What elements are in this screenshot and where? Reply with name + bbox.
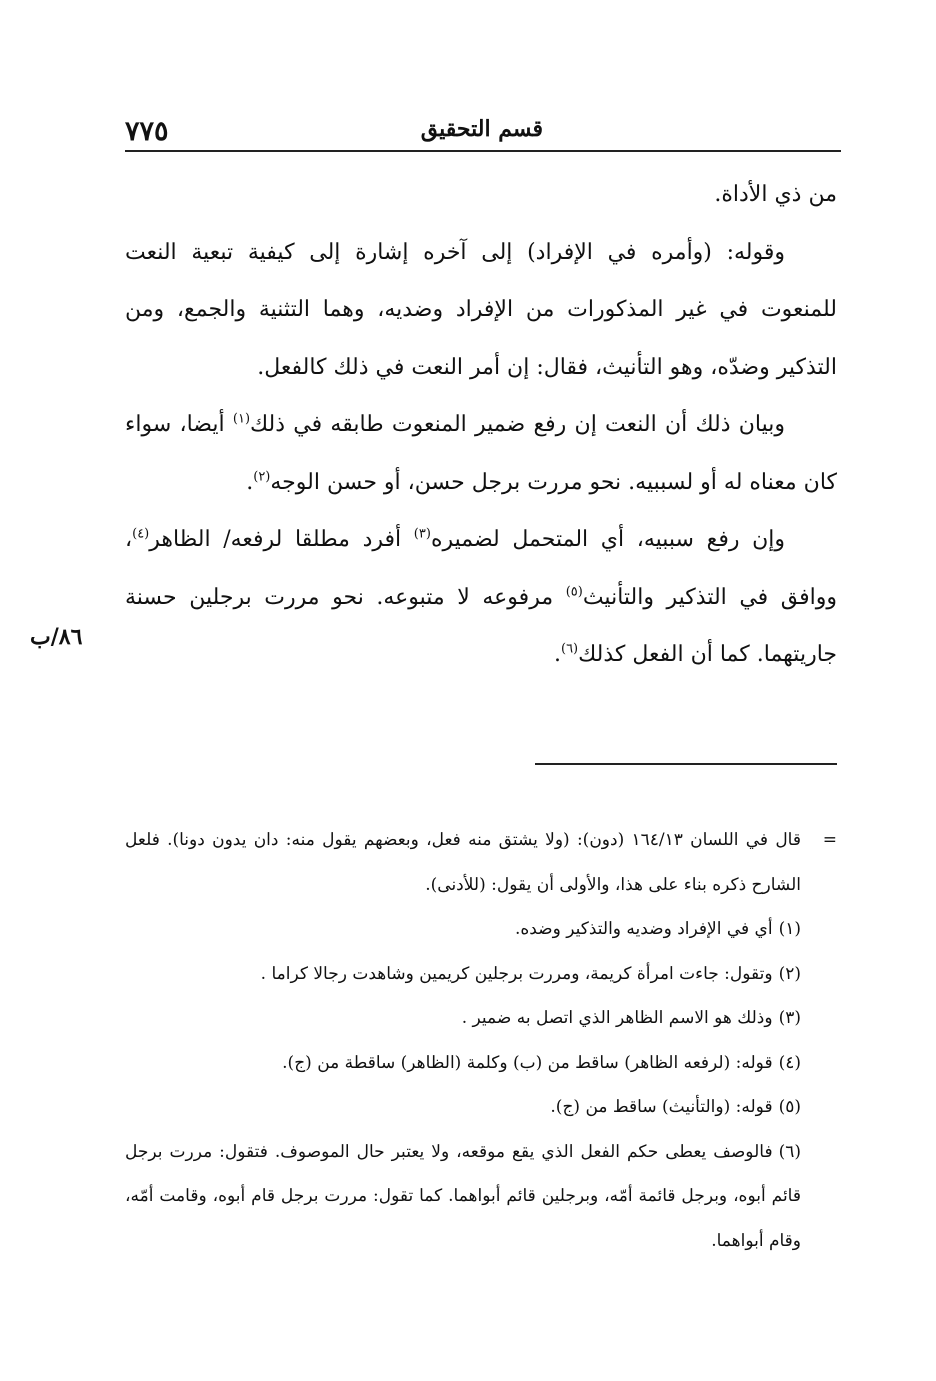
paragraph-3 — [125, 396, 837, 511]
paragraph-4-text-c: ، ووافق في التذكير والتأنيث — [125, 527, 837, 610]
footnote-number: (٤) — [778, 1052, 801, 1073]
footnote-ref-6: (٦) — [560, 641, 579, 657]
footnote-number: (٣) — [778, 1008, 801, 1028]
continuation-marker: = — [822, 830, 837, 850]
footnote-ref-4: (٤) — [132, 526, 150, 542]
footnote-item — [125, 1130, 837, 1264]
paragraph-2: وقوله: (وأمره في الإفراد) إلى آخره إشارة إلى كيفية تبعية النعت للمنعوت في غير المذكورات من الإفراد وضديه، وهما التثنية والجمع، ومن التذكير وضدّه، وهو التأنيث، فقال: إن أمر النعت في ذلك كالفعل. — [125, 239, 837, 380]
paragraph-1: من ذي الأداة. — [714, 182, 837, 207]
paragraph-4 — [125, 511, 837, 684]
footnote-ref-1: (١) — [232, 411, 251, 427]
footnote-text: أي في الإفراد وضديه والتذكير وضده. — [514, 919, 773, 939]
page-number: ٧٧٥ — [125, 116, 169, 147]
footnote-item — [125, 996, 837, 1041]
footnote-ref-5: (٥) — [565, 584, 583, 600]
footnote-ref-3: (٣) — [413, 526, 431, 542]
footnote-text: قوله: (لرفعه الظاهر) ساقط من (ب) وكلمة (الظاهر) ساقطة من (ج). — [282, 1052, 773, 1073]
footnote-item — [125, 907, 837, 952]
footnote-text: فالوصف يعطى حكم الفعل الذي يقع موقعه، ولا يعتبر حال الموصوف. فتقول: مررت برجل قائم أبوه، وبرجل قائمة أمّه، وبرجلين قائم أبواهما. كما تقول: مررت برجل قام أبوه، وقامت أمّه، وقام أبواهما. — [125, 1141, 801, 1251]
paragraph-4-text-b: أفرد مطلقا لرفعه/ الظاهر — [149, 527, 414, 552]
footnote-item — [125, 1041, 837, 1086]
footnote-text: قوله: (والتأنيث) ساقط من (ج). — [550, 1097, 773, 1117]
footnote-text: وتقول: جاءت امرأة كريمة، ومررت برجلين كريمين وشاهدت رجالا كراما . — [260, 963, 773, 984]
footnote-number: (١) — [778, 919, 801, 939]
footnote-separator — [535, 763, 837, 765]
footnote-text: وذلك هو الاسم الظاهر الذي اتصل به ضمير . — [461, 1008, 773, 1028]
footnote-number: (٢) — [778, 963, 801, 984]
running-title: قسم التحقيق — [420, 116, 543, 142]
footnote-continuation-text: قال في اللسان ١٦٤/١٣ (دون): (ولا يشتق منه فعل، وبعضهم يقول منه: دان يدون دونا). فلعل الشارح ذكره بناء على هذا، والأولى أن يقول: (للأدنى). — [125, 830, 801, 895]
paragraph-4-text-e: . — [553, 642, 561, 667]
paragraph-3-text-a: وبيان ذلك أن النعت إن رفع ضمير المنعوت طابقه في ذلك — [250, 412, 786, 437]
footnote-number: (٦) — [778, 1141, 801, 1162]
footnote-item — [125, 952, 837, 997]
footnotes — [125, 818, 837, 1263]
paragraph-4-text-d: مرفوعه لا متبوعه. نحو مررت برجلين حسنة جاريتهما. كما أن الفعل كذلك — [125, 584, 837, 667]
footnote-ref-2: (٢) — [253, 469, 271, 485]
main-text — [125, 166, 837, 684]
manuscript-folio-note: ٨٦/ب — [30, 624, 83, 650]
page-header — [125, 112, 841, 152]
footnote-number: (٥) — [778, 1097, 801, 1117]
paragraph-3-text-c: . — [246, 469, 254, 495]
paragraph-4-text-a: وإن رفع سببيه، أي المتحمل لضميره — [430, 527, 786, 552]
paragraph-3-text-b: أيضا، سواء كان معناه له أو لسببيه. نحو مررت برجل حسن، أو حسن الوجه — [125, 412, 837, 495]
footnote-continuation — [125, 818, 837, 907]
footnote-item — [125, 1085, 837, 1130]
